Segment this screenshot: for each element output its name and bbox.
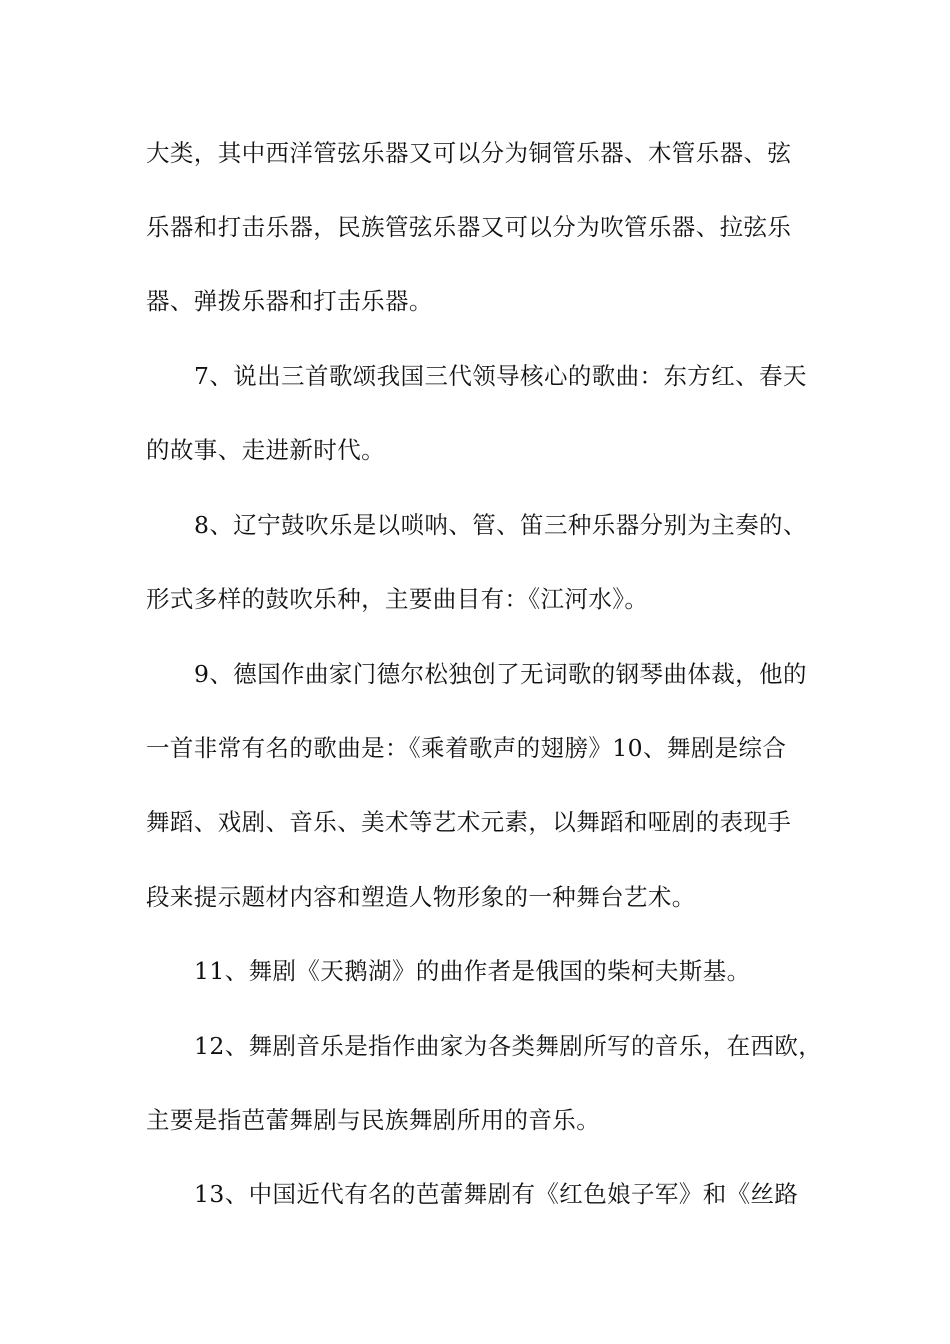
- text-line: 段来提示题材内容和塑造人物形象的一种舞台艺术。: [146, 883, 696, 911]
- text-line: 大类，其中西洋管弦乐器又可以分为铜管乐器、木管乐器、弦: [146, 139, 792, 167]
- paragraph-start-line: 9、德国作曲家门德尔松独创了无词歌的钢琴曲体裁，他的: [194, 660, 807, 688]
- text-line: 的故事、走进新时代。: [146, 436, 385, 464]
- text-line: 一首非常有名的歌曲是：《乘着歌声的翅膀》10、舞剧是综合: [146, 734, 787, 762]
- text-line: 形式多样的鼓吹乐种，主要曲目有：《江河水》。: [146, 585, 649, 613]
- paragraph-start-line: 11、舞剧《天鹅湖》的曲作者是俄国的柴柯夫斯基。: [194, 957, 751, 985]
- paragraph-start-line: 12、舞剧音乐是指作曲家为各类舞剧所写的音乐，在西欧，: [194, 1032, 823, 1060]
- text-line: 器、弹拨乐器和打击乐器。: [146, 287, 433, 315]
- paragraph-start-line: 13、中国近代有名的芭蕾舞剧有《红色娘子军》和《丝路: [194, 1180, 799, 1208]
- text-line: 乐器和打击乐器，民族管弦乐器又可以分为吹管乐器、拉弦乐: [146, 213, 792, 241]
- paragraph-start-line: 7、说出三首歌颂我国三代领导核心的歌曲：东方红、春天: [194, 362, 807, 390]
- paragraph-start-line: 8、辽宁鼓吹乐是以唢呐、管、笛三种乐器分别为主奏的、: [194, 511, 807, 539]
- text-line: 舞蹈、戏剧、音乐、美术等艺术元素，以舞蹈和哑剧的表现手: [146, 808, 792, 836]
- text-line: 主要是指芭蕾舞剧与民族舞剧所用的音乐。: [146, 1106, 601, 1134]
